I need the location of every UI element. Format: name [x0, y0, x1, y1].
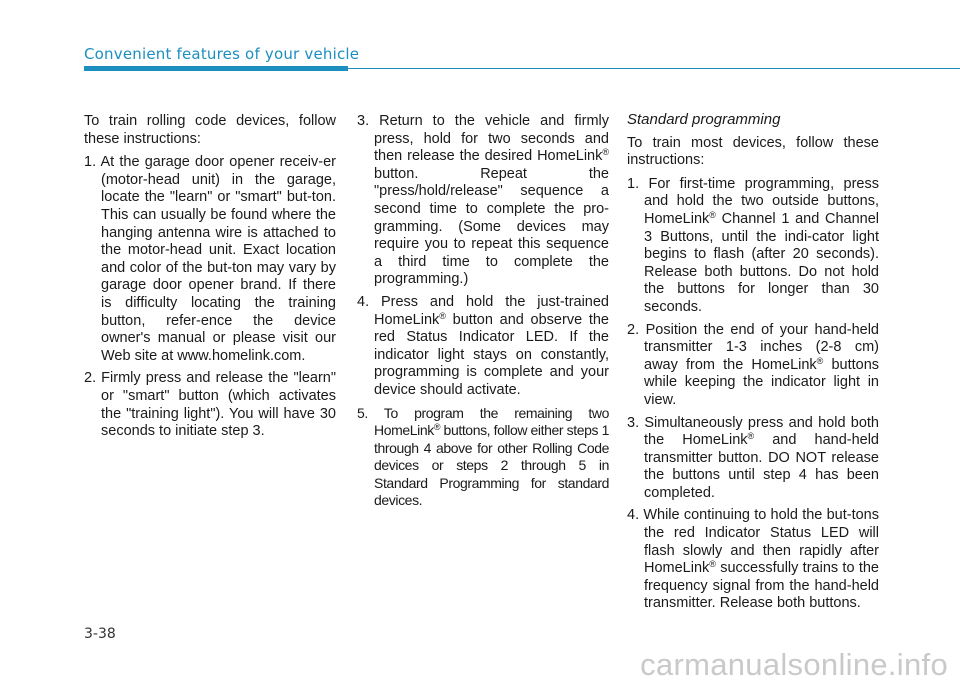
- header-rule: [348, 68, 960, 69]
- rolling-step-4: 4. Press and hold the just-trained HomeLink® button and observe the red Status Indicator LED. If the indicator light stays on constantly, programming is complete and your device should activate.: [357, 293, 609, 398]
- column-left: [84, 113, 336, 446]
- section-title: Convenient features of your vehicle: [84, 45, 360, 63]
- standard-step-3: 3. Simultaneously press and hold both the HomeLink® and hand-held transmitter button. DO NOT release the buttons until step 4 has been completed.: [627, 414, 879, 501]
- column-middle: [357, 113, 609, 515]
- header-bar: [84, 66, 348, 71]
- standard-intro: To train most devices, follow these instructions:: [627, 134, 879, 169]
- page-number: 3-38: [84, 626, 116, 642]
- watermark: carmanualsonline.info: [640, 647, 948, 682]
- standard-step-2: 2. Position the end of your hand-held transmitter 1-3 inches (2-8 cm) away from the HomeLink® buttons while keeping the indicator light in view.: [627, 321, 880, 408]
- standard-programming-heading: Standard programming: [627, 111, 781, 128]
- rolling-code-intro: To train rolling code devices, follow these instructions:: [84, 113, 336, 147]
- column-right: [627, 111, 879, 618]
- standard-step-4: 4. While continuing to hold the but-tons the red Indicator Status LED will flash slowly and then rapidly after HomeLink® successfully trains to the frequency signal from the hand-held transmitter. Release both buttons.: [627, 507, 879, 612]
- rolling-step-3: 3. Return to the vehicle and firmly press, hold for two seconds and then release the desired HomeLink® button. Repeat the "press/hold/release" sequence a second time to complete the pro-gramming. (Some devices may require you to repeat this sequence a third time to complete the programming.): [357, 113, 609, 288]
- rolling-step-5: 5. To program the remaining two HomeLink® buttons, follow either steps 1 through 4 above for other Rolling Code devices or steps 2 through 5 in Standard Programming for standard devices.: [357, 404, 609, 509]
- rolling-step-2: 2. Firmly press and release the "learn" or "smart" button (which activates the "training light"). You will have 30 seconds to initiate step 3.: [84, 370, 336, 440]
- rolling-step-1: 1. At the garage door opener receiv-er (motor-head unit) in the garage, locate the "learn" or "smart" but-ton. This can usually be found where the hanging antenna wire is attached to the motor-head unit. Exact location and color of the but-ton may vary by garage door opener brand. If there is difficulty locating the training button, refer-ence the device owner's manual or please visit our Web site at www.homelink.com.: [84, 154, 336, 364]
- standard-step-1: 1. For first-time programming, press and hold the two outside buttons, HomeLink® Channel 1 and Channel 3 Buttons, until the indi-cator light begins to flash (after 20 seconds). Release both buttons. Do not hold the buttons for longer than 30 seconds.: [627, 175, 879, 315]
